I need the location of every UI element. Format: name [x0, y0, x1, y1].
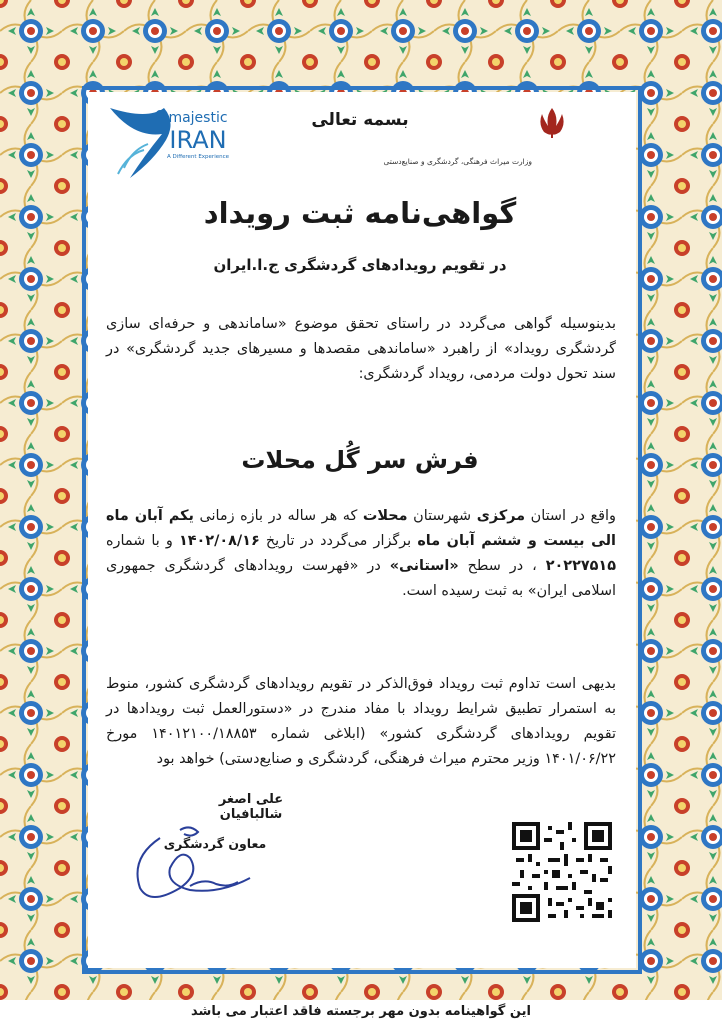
registration-number: ۲۰۲۲۷۵۱۵	[545, 558, 616, 574]
details-text: که هر ساله در بازه زمانی	[193, 508, 363, 524]
logo-tagline: A Different Experience	[166, 154, 230, 160]
details-text: شهرستان	[407, 508, 477, 524]
closing-paragraph: بدیهی است تداوم ثبت رویداد فوق‌الذکر در تقویم رویدادهای گردشگری کشور، منوط به استمرار تطبیق شرایط رویداد با مفاد مندرج در «دستورالعمل ثبت رویدادها در تقویم رویدادهای گردشگری کشور» (ابلاغی شماره ۱۴۰۱۲۱۰۰/۱۸۸۵۳ مورخ ۱۴۰۱/۰۶/۲۲ وزیر محترم میراث فرهنگی، گردشگری و صنایع‌دستی) خواهد بود	[106, 676, 616, 767]
logo-line1: majestic	[168, 110, 228, 126]
details-text: ، در سطح	[458, 558, 546, 574]
footer-note: این گواهینامه بدون مهر برجسته فاقد اعتبار می باشد	[191, 1004, 531, 1019]
handwritten-signature	[120, 818, 280, 908]
logo-line2: IRAN	[169, 126, 227, 154]
signer-role: معاون گردشگری	[163, 836, 267, 851]
certificate-subtitle: در تقویم رویدادهای گردشگری ج.ا.ایران	[213, 256, 507, 274]
registration-date: ۱۴۰۲/۰۸/۱۶	[178, 533, 260, 549]
certificate-title: گواهی‌نامه ثبت رویداد	[203, 196, 517, 230]
ministry-caption: وزارت میراث فرهنگی، گردشگری و صنایع‌دستی	[383, 157, 532, 166]
province: مرکزی	[476, 508, 526, 524]
details-text: و با شماره	[106, 533, 179, 549]
signer-name: علی اصغر شالبافیان	[218, 792, 284, 822]
qr-code	[512, 822, 612, 922]
city: محلات	[362, 508, 408, 524]
details-text: واقع در استان	[525, 508, 616, 524]
intro-paragraph: بدینوسیله گواهی می‌گردد در راستای تحقق موضوع «ساماندهی و حرفه‌ای سازی گردشگری رویداد» از راهبرد «ساماندهی مقصدها و مسیرهای جدید گردشگری» در سند تحول دولت مردمی، رویداد گردشگری:	[106, 316, 616, 382]
details-paragraph	[106, 504, 616, 604]
details-text: در «فهرست رویدادهای گردشگری جمهوری اسلامی ایران» به ثبت رسیده است.	[106, 558, 616, 599]
event-name: فرش سر گُل محلات	[241, 446, 479, 474]
event-period: یکم آبان ماه الی بیست و ششم آبان ماه	[106, 508, 616, 549]
majestic-iran-logo	[104, 98, 254, 182]
ministry-emblem	[383, 104, 630, 174]
details-text: برگزار می‌گردد در تاریخ	[259, 533, 418, 549]
basmala: بسمه تعالی	[311, 110, 409, 130]
event-level: «استانی»	[389, 558, 459, 574]
